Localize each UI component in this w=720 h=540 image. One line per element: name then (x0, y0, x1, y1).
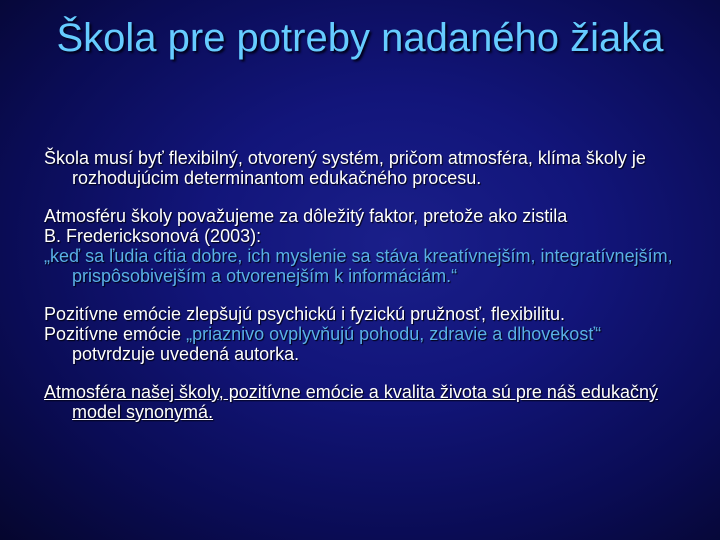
spacer (44, 364, 684, 382)
paragraph-citation: B. Fredericksonová (2003): (44, 226, 262, 246)
slide-title: Škola pre potreby nadaného žiaka (56, 16, 664, 60)
spacer (44, 188, 684, 206)
paragraph-positive-emotions-quote (44, 324, 684, 364)
text-end: potvrdzuje uvedená autorka. (72, 344, 300, 364)
paragraph-flexible-school: Škola musí byť flexibilný, otvorený systém, pričom atmosféra, klíma školy je rozhodujúcim determinantom edukačného procesu. (44, 148, 646, 188)
paragraph-positive-emotions: Pozitívne emócie zlepšujú psychickú i fyzickú pružnosť, flexibilitu. (44, 304, 565, 324)
paragraph-atmosphere: Atmosféru školy považujeme za dôležitý faktor, pretože ako zistila (44, 206, 568, 226)
text-start: Pozitívne emócie (44, 324, 187, 344)
quote-wellbeing: „priaznivo ovplyvňujú pohodu, zdravie a dlhovekosť“ (186, 324, 602, 344)
spacer (44, 286, 684, 304)
slide-body (44, 148, 684, 422)
paragraph-conclusion: Atmosféra našej školy, pozitívne emócie a kvalita života sú pre náš edukačný model synonymá. (44, 382, 658, 422)
quote-fredrickson: „keď sa ľudia cítia dobre, ich myslenie sa stáva kreatívnejším, integratívnejším, prispôsobivejším a otvorenejším k informáciám.“ (44, 246, 673, 286)
